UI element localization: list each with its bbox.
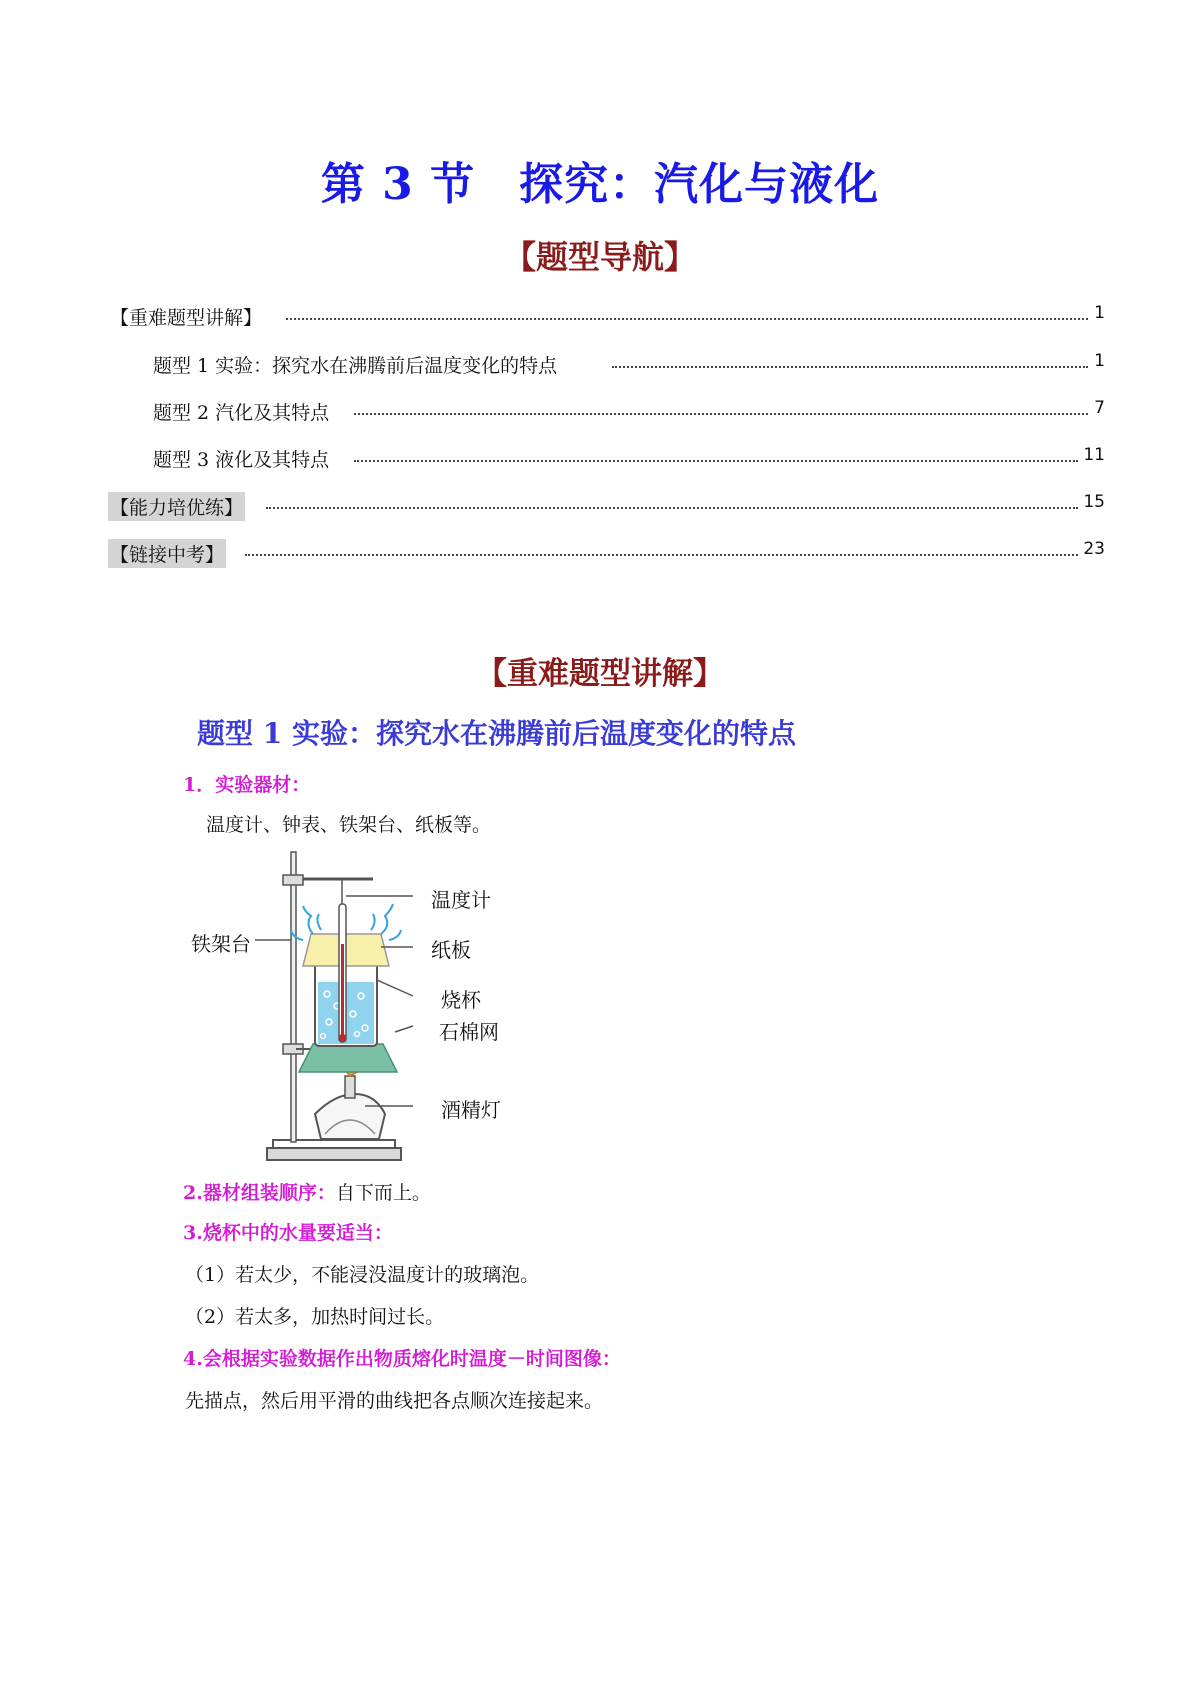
toc-page: 1: [1094, 351, 1105, 371]
thermometer-liquid: [341, 944, 344, 1036]
nav-title: 【题型导航】: [503, 238, 696, 276]
toc-label: 题型 1 实验：探究水在沸腾前后温度变化的特点: [153, 355, 558, 377]
stand-rod: [291, 852, 296, 1142]
item4-heading: 4.会根据实验数据作出物质熔化时温度－时间图像：: [183, 1348, 621, 1370]
toc-label: 【链接中考】: [108, 539, 226, 568]
toc-label: 【重难题型讲解】: [110, 307, 263, 329]
label-thermometer: 温度计: [431, 888, 491, 912]
toc-entry[interactable]: [0, 398, 1200, 424]
label-stand: 铁架台: [191, 932, 251, 956]
item4-text: 先描点，然后用平滑的曲线把各点顺次连接起来。: [185, 1390, 604, 1412]
toc-leader: [354, 460, 1078, 462]
toc-label: 题型 2 汽化及其特点: [153, 402, 330, 424]
toc-entry[interactable]: [0, 303, 1200, 329]
clamp-top: [283, 875, 303, 885]
toc-page: 15: [1083, 492, 1105, 512]
item1-text: 温度计、钟表、铁架台、纸板等。: [206, 814, 492, 836]
item3-line-1: （1）若太少，不能浸没温度计的玻璃泡。: [185, 1264, 540, 1286]
label-beaker: 烧杯: [441, 988, 481, 1012]
thermometer-bulb: [339, 1034, 347, 1042]
toc-label: 【能力培优练】: [108, 492, 245, 521]
toc-page: 11: [1083, 445, 1105, 465]
toc-label: 题型 3 液化及其特点: [153, 449, 330, 471]
toc-leader: [286, 318, 1088, 320]
toc-page: 1: [1094, 303, 1105, 323]
chapter-name: 探究：汽化与液化: [519, 159, 880, 210]
item3-heading: 3.烧杯中的水量要适当：: [183, 1222, 393, 1244]
toc-page: 7: [1094, 398, 1105, 418]
boiling-apparatus-diagram: [185, 844, 525, 1164]
section-title: 【重难题型讲解】: [476, 656, 724, 692]
toc-leader: [612, 366, 1088, 368]
label-lamp: 酒精灯: [441, 1098, 501, 1122]
item2-heading: 2.器材组装顺序：: [183, 1182, 336, 1204]
toc-entry[interactable]: [0, 351, 1200, 377]
toc-entry[interactable]: [0, 539, 1200, 565]
item3-line-2: （2）若太多，加热时间过长。: [185, 1306, 445, 1328]
toc-entry[interactable]: [0, 445, 1200, 471]
toc-entry[interactable]: [0, 492, 1200, 518]
item1-heading: 1．实验器材：: [183, 774, 311, 796]
asbestos-gauze: [299, 1044, 397, 1072]
toc-leader: [245, 554, 1078, 556]
chapter-title: [0, 148, 1200, 212]
chapter-number: 第 3 节: [320, 159, 476, 210]
toc-leader: [354, 413, 1088, 415]
alcohol-lamp: [315, 1094, 385, 1139]
lamp-neck: [345, 1076, 355, 1098]
item2-text: 自下而上。: [335, 1182, 431, 1204]
label-cardboard: 纸板: [431, 938, 471, 962]
type1-title: 题型 1 实验：探究水在沸腾前后温度变化的特点: [197, 717, 796, 750]
toc-page: 23: [1083, 539, 1105, 559]
toc-leader: [266, 507, 1078, 509]
stand-base-plate: [267, 1148, 401, 1160]
label-gauze: 石棉网: [439, 1020, 499, 1044]
item2: [183, 1178, 431, 1205]
